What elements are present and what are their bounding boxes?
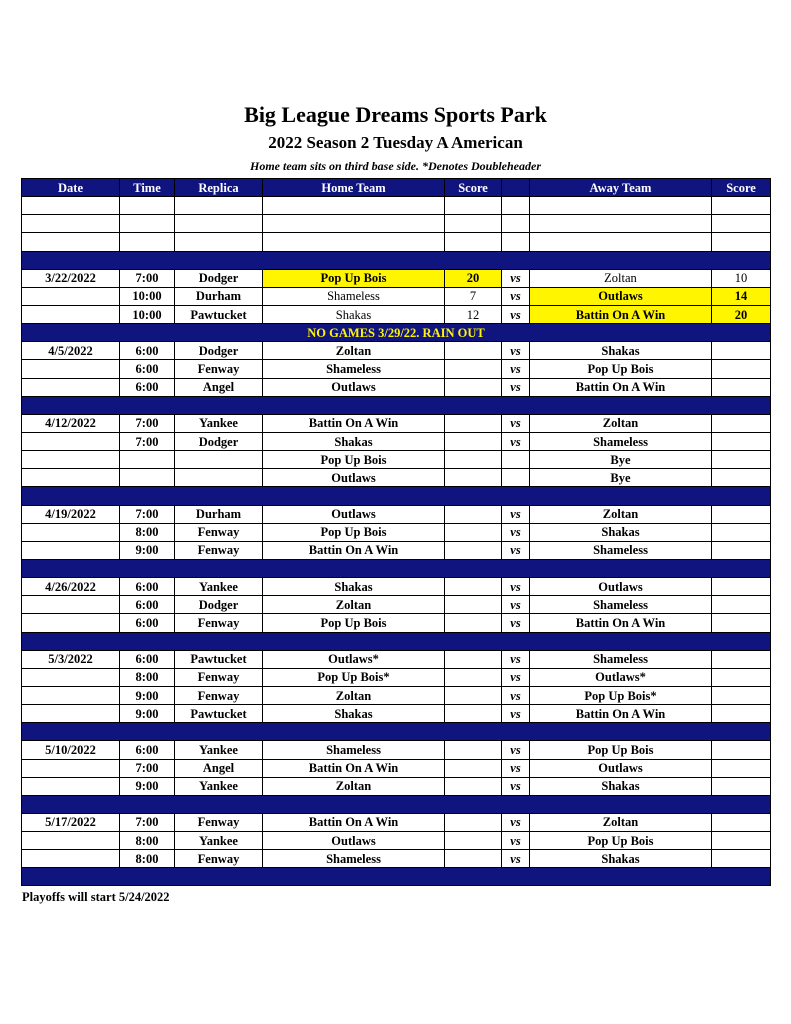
- cell-away-score: [712, 705, 771, 723]
- cell-vs: [502, 469, 530, 487]
- cell-away: Pop Up Bois: [530, 360, 712, 378]
- cell-replica: Fenway: [175, 523, 263, 541]
- cell-home-score: [445, 342, 502, 360]
- cell-replica: Durham: [175, 287, 263, 305]
- empty-cell: [22, 233, 120, 251]
- cell-away-score: 14: [712, 287, 771, 305]
- footer-note: Playoffs will start 5/24/2022: [22, 890, 170, 904]
- cell-vs: vs: [502, 777, 530, 795]
- cell-home-score: [445, 451, 502, 469]
- col-header-vs: [502, 179, 530, 197]
- cell-replica: [175, 451, 263, 469]
- cell-away: Battin On A Win: [530, 305, 712, 323]
- blank-row: [22, 215, 771, 233]
- cell-home: Shakas: [263, 578, 445, 596]
- cell-away-score: [712, 813, 771, 831]
- cell-vs: vs: [502, 505, 530, 523]
- game-row: [22, 451, 771, 469]
- cell-away: Battin On A Win: [530, 614, 712, 632]
- game-row: [22, 432, 771, 450]
- separator-row: [22, 396, 771, 414]
- cell-vs: [502, 451, 530, 469]
- cell-away-score: 20: [712, 305, 771, 323]
- cell-home-score: [445, 469, 502, 487]
- empty-cell: [530, 233, 712, 251]
- empty-cell: [445, 197, 502, 215]
- game-row: [22, 596, 771, 614]
- cell-away-score: [712, 578, 771, 596]
- empty-cell: [120, 233, 175, 251]
- cell-replica: Dodger: [175, 432, 263, 450]
- notice-text: NO GAMES 3/29/22. RAIN OUT: [22, 324, 771, 342]
- cell-home: Outlaws: [263, 832, 445, 850]
- cell-away: Bye: [530, 469, 712, 487]
- cell-vs: vs: [502, 813, 530, 831]
- game-row: [22, 668, 771, 686]
- cell-away-score: [712, 614, 771, 632]
- cell-vs: vs: [502, 269, 530, 287]
- cell-home-score: [445, 432, 502, 450]
- cell-home-score: [445, 813, 502, 831]
- cell-home: Shakas: [263, 305, 445, 323]
- cell-away-score: [712, 414, 771, 432]
- cell-date: [22, 305, 120, 323]
- cell-away-score: [712, 523, 771, 541]
- game-row: [22, 832, 771, 850]
- cell-away: Outlaws: [530, 287, 712, 305]
- cell-time: 7:00: [120, 759, 175, 777]
- cell-replica: Yankee: [175, 578, 263, 596]
- empty-cell: [712, 215, 771, 233]
- col-header-date: Date: [22, 179, 120, 197]
- cell-replica: Dodger: [175, 269, 263, 287]
- cell-home: Outlaws: [263, 469, 445, 487]
- cell-vs: vs: [502, 596, 530, 614]
- cell-vs: vs: [502, 759, 530, 777]
- cell-away: Shameless: [530, 541, 712, 559]
- game-row: [22, 614, 771, 632]
- cell-vs: vs: [502, 832, 530, 850]
- table-header-row: [22, 179, 771, 197]
- blank-row: [22, 197, 771, 215]
- empty-cell: [445, 215, 502, 233]
- separator-row: [22, 559, 771, 577]
- cell-home: Battin On A Win: [263, 541, 445, 559]
- separator-bar: [22, 632, 771, 650]
- cell-vs: vs: [502, 850, 530, 868]
- cell-replica: Pawtucket: [175, 305, 263, 323]
- cell-date: [22, 523, 120, 541]
- cell-time: 9:00: [120, 705, 175, 723]
- cell-replica: Fenway: [175, 850, 263, 868]
- game-row: [22, 523, 771, 541]
- cell-away-score: [712, 777, 771, 795]
- cell-time: 7:00: [120, 505, 175, 523]
- cell-replica: Yankee: [175, 777, 263, 795]
- cell-date: 4/19/2022: [22, 505, 120, 523]
- separator-row: [22, 723, 771, 741]
- cell-away: Shakas: [530, 342, 712, 360]
- cell-vs: vs: [502, 305, 530, 323]
- game-row: [22, 269, 771, 287]
- cell-replica: Fenway: [175, 541, 263, 559]
- empty-cell: [712, 197, 771, 215]
- cell-date: [22, 541, 120, 559]
- cell-away: Shameless: [530, 596, 712, 614]
- cell-home-score: 20: [445, 269, 502, 287]
- cell-home: Pop Up Bois: [263, 451, 445, 469]
- empty-cell: [530, 215, 712, 233]
- cell-date: [22, 287, 120, 305]
- cell-date: 5/17/2022: [22, 813, 120, 831]
- cell-home-score: [445, 705, 502, 723]
- separator-bar: [22, 723, 771, 741]
- cell-date: 4/5/2022: [22, 342, 120, 360]
- cell-home: Battin On A Win: [263, 813, 445, 831]
- cell-time: 7:00: [120, 432, 175, 450]
- cell-home-score: 7: [445, 287, 502, 305]
- cell-away: Shakas: [530, 777, 712, 795]
- game-row: [22, 686, 771, 704]
- cell-time: 6:00: [120, 342, 175, 360]
- cell-away-score: [712, 668, 771, 686]
- cell-away-score: [712, 650, 771, 668]
- cell-away-score: [712, 469, 771, 487]
- empty-cell: [530, 197, 712, 215]
- cell-date: [22, 759, 120, 777]
- cell-date: 3/22/2022: [22, 269, 120, 287]
- cell-home-score: [445, 777, 502, 795]
- cell-away-score: [712, 686, 771, 704]
- cell-date: [22, 451, 120, 469]
- cell-away-score: [712, 505, 771, 523]
- cell-home: Zoltan: [263, 777, 445, 795]
- cell-date: [22, 378, 120, 396]
- schedule-body: [22, 197, 771, 886]
- cell-home: Shameless: [263, 287, 445, 305]
- header-note: Home team sits on third base side. *Denotes Doubleheader: [250, 159, 541, 173]
- game-row: [22, 813, 771, 831]
- cell-replica: Pawtucket: [175, 650, 263, 668]
- cell-time: [120, 469, 175, 487]
- cell-time: 6:00: [120, 378, 175, 396]
- cell-home: Outlaws*: [263, 650, 445, 668]
- cell-home: Zoltan: [263, 342, 445, 360]
- cell-home-score: 12: [445, 305, 502, 323]
- separator-bar: [22, 868, 771, 886]
- cell-date: [22, 777, 120, 795]
- cell-home-score: [445, 596, 502, 614]
- separator-bar: [22, 396, 771, 414]
- cell-replica: Pawtucket: [175, 705, 263, 723]
- cell-away: Zoltan: [530, 505, 712, 523]
- cell-home-score: [445, 505, 502, 523]
- cell-vs: vs: [502, 650, 530, 668]
- schedule-table: [21, 178, 771, 886]
- cell-home-score: [445, 668, 502, 686]
- empty-cell: [120, 215, 175, 233]
- cell-home: Battin On A Win: [263, 414, 445, 432]
- cell-time: 8:00: [120, 523, 175, 541]
- cell-home-score: [445, 759, 502, 777]
- cell-away-score: [712, 342, 771, 360]
- cell-home-score: [445, 578, 502, 596]
- cell-home: Pop Up Bois: [263, 614, 445, 632]
- cell-vs: vs: [502, 741, 530, 759]
- cell-vs: vs: [502, 705, 530, 723]
- separator-row: [22, 632, 771, 650]
- cell-date: [22, 686, 120, 704]
- cell-away-score: [712, 741, 771, 759]
- cell-away: Bye: [530, 451, 712, 469]
- game-row: [22, 287, 771, 305]
- col-header-time: Time: [120, 179, 175, 197]
- cell-replica: Dodger: [175, 596, 263, 614]
- cell-home: Shameless: [263, 741, 445, 759]
- cell-time: 6:00: [120, 650, 175, 668]
- cell-replica: Angel: [175, 759, 263, 777]
- cell-date: [22, 469, 120, 487]
- cell-date: 4/26/2022: [22, 578, 120, 596]
- cell-time: 8:00: [120, 668, 175, 686]
- separator-bar: [22, 251, 771, 269]
- cell-date: 5/3/2022: [22, 650, 120, 668]
- blank-row: [22, 233, 771, 251]
- game-row: [22, 777, 771, 795]
- cell-home: Battin On A Win: [263, 759, 445, 777]
- cell-time: 7:00: [120, 813, 175, 831]
- cell-away: Outlaws: [530, 759, 712, 777]
- cell-away-score: [712, 451, 771, 469]
- empty-cell: [712, 233, 771, 251]
- cell-away: Zoltan: [530, 813, 712, 831]
- cell-home-score: [445, 523, 502, 541]
- cell-time: 6:00: [120, 578, 175, 596]
- cell-away-score: [712, 596, 771, 614]
- cell-time: 8:00: [120, 832, 175, 850]
- cell-replica: Durham: [175, 505, 263, 523]
- cell-time: 6:00: [120, 360, 175, 378]
- page-subtitle: 2022 Season 2 Tuesday A American: [268, 133, 523, 152]
- cell-time: 7:00: [120, 414, 175, 432]
- cell-replica: Dodger: [175, 342, 263, 360]
- empty-cell: [502, 197, 530, 215]
- separator-row: [22, 251, 771, 269]
- cell-time: 6:00: [120, 596, 175, 614]
- empty-cell: [175, 215, 263, 233]
- game-row: [22, 414, 771, 432]
- cell-away-score: [712, 850, 771, 868]
- cell-replica: Yankee: [175, 414, 263, 432]
- game-row: [22, 705, 771, 723]
- cell-replica: Yankee: [175, 832, 263, 850]
- cell-replica: Fenway: [175, 668, 263, 686]
- cell-replica: [175, 469, 263, 487]
- game-row: [22, 378, 771, 396]
- cell-home: Outlaws: [263, 378, 445, 396]
- cell-away: Zoltan: [530, 414, 712, 432]
- cell-replica: Yankee: [175, 741, 263, 759]
- col-header-away-team: Away Team: [530, 179, 712, 197]
- cell-vs: vs: [502, 414, 530, 432]
- cell-time: 9:00: [120, 686, 175, 704]
- empty-cell: [263, 233, 445, 251]
- cell-date: [22, 705, 120, 723]
- cell-vs: vs: [502, 287, 530, 305]
- cell-away: Zoltan: [530, 269, 712, 287]
- cell-home: Shakas: [263, 705, 445, 723]
- game-row: [22, 650, 771, 668]
- cell-home-score: [445, 650, 502, 668]
- separator-row: [22, 487, 771, 505]
- cell-time: 9:00: [120, 777, 175, 795]
- cell-home: Zoltan: [263, 596, 445, 614]
- notice-row: [22, 324, 771, 342]
- cell-home-score: [445, 541, 502, 559]
- cell-home-score: [445, 614, 502, 632]
- cell-date: [22, 432, 120, 450]
- col-header-away-score: Score: [712, 179, 771, 197]
- cell-home-score: [445, 360, 502, 378]
- cell-time: 7:00: [120, 269, 175, 287]
- cell-vs: vs: [502, 541, 530, 559]
- cell-time: 9:00: [120, 541, 175, 559]
- game-row: [22, 541, 771, 559]
- empty-cell: [175, 197, 263, 215]
- game-row: [22, 759, 771, 777]
- col-header-home-team: Home Team: [263, 179, 445, 197]
- cell-home-score: [445, 832, 502, 850]
- empty-cell: [263, 215, 445, 233]
- cell-away: Pop Up Bois: [530, 832, 712, 850]
- cell-replica: Angel: [175, 378, 263, 396]
- cell-date: 4/12/2022: [22, 414, 120, 432]
- game-row: [22, 342, 771, 360]
- separator-bar: [22, 487, 771, 505]
- cell-time: 8:00: [120, 850, 175, 868]
- cell-away-score: [712, 832, 771, 850]
- cell-date: [22, 668, 120, 686]
- cell-away-score: 10: [712, 269, 771, 287]
- cell-home: Zoltan: [263, 686, 445, 704]
- empty-cell: [22, 215, 120, 233]
- cell-home: Pop Up Bois*: [263, 668, 445, 686]
- separator-row: [22, 868, 771, 886]
- cell-away: Shakas: [530, 523, 712, 541]
- game-row: [22, 360, 771, 378]
- cell-replica: Fenway: [175, 686, 263, 704]
- cell-away: Shakas: [530, 850, 712, 868]
- cell-away: Outlaws*: [530, 668, 712, 686]
- empty-cell: [22, 197, 120, 215]
- cell-vs: vs: [502, 523, 530, 541]
- cell-away: Shameless: [530, 432, 712, 450]
- cell-vs: vs: [502, 432, 530, 450]
- cell-home: Shakas: [263, 432, 445, 450]
- cell-vs: vs: [502, 614, 530, 632]
- cell-vs: vs: [502, 342, 530, 360]
- game-row: [22, 850, 771, 868]
- cell-home-score: [445, 741, 502, 759]
- cell-away-score: [712, 432, 771, 450]
- cell-home-score: [445, 414, 502, 432]
- cell-away: Battin On A Win: [530, 378, 712, 396]
- game-row: [22, 469, 771, 487]
- cell-home: Outlaws: [263, 505, 445, 523]
- cell-vs: vs: [502, 378, 530, 396]
- cell-away: Pop Up Bois*: [530, 686, 712, 704]
- cell-replica: Fenway: [175, 360, 263, 378]
- empty-cell: [263, 197, 445, 215]
- empty-cell: [445, 233, 502, 251]
- cell-away-score: [712, 541, 771, 559]
- empty-cell: [502, 215, 530, 233]
- cell-away-score: [712, 759, 771, 777]
- cell-date: [22, 850, 120, 868]
- game-row: [22, 505, 771, 523]
- cell-home-score: [445, 378, 502, 396]
- cell-time: [120, 451, 175, 469]
- cell-vs: vs: [502, 360, 530, 378]
- empty-cell: [502, 233, 530, 251]
- cell-home: Pop Up Bois: [263, 269, 445, 287]
- cell-vs: vs: [502, 578, 530, 596]
- cell-date: [22, 596, 120, 614]
- cell-replica: Fenway: [175, 614, 263, 632]
- cell-home: Shameless: [263, 360, 445, 378]
- separator-row: [22, 795, 771, 813]
- col-header-home-score: Score: [445, 179, 502, 197]
- cell-away-score: [712, 360, 771, 378]
- game-row: [22, 305, 771, 323]
- game-row: [22, 741, 771, 759]
- cell-date: [22, 360, 120, 378]
- col-header-replica: Replica: [175, 179, 263, 197]
- separator-bar: [22, 795, 771, 813]
- cell-date: [22, 832, 120, 850]
- cell-time: 10:00: [120, 287, 175, 305]
- cell-home: Pop Up Bois: [263, 523, 445, 541]
- page-title: Big League Dreams Sports Park: [244, 102, 547, 127]
- cell-time: 6:00: [120, 741, 175, 759]
- cell-vs: vs: [502, 668, 530, 686]
- cell-away: Shameless: [530, 650, 712, 668]
- cell-away: Pop Up Bois: [530, 741, 712, 759]
- separator-bar: [22, 559, 771, 577]
- empty-cell: [120, 197, 175, 215]
- cell-away: Outlaws: [530, 578, 712, 596]
- cell-home-score: [445, 850, 502, 868]
- cell-date: [22, 614, 120, 632]
- game-row: [22, 578, 771, 596]
- cell-replica: Fenway: [175, 813, 263, 831]
- cell-time: 6:00: [120, 614, 175, 632]
- cell-home: Shameless: [263, 850, 445, 868]
- cell-away-score: [712, 378, 771, 396]
- cell-home-score: [445, 686, 502, 704]
- cell-away: Battin On A Win: [530, 705, 712, 723]
- cell-time: 10:00: [120, 305, 175, 323]
- cell-date: 5/10/2022: [22, 741, 120, 759]
- cell-vs: vs: [502, 686, 530, 704]
- empty-cell: [175, 233, 263, 251]
